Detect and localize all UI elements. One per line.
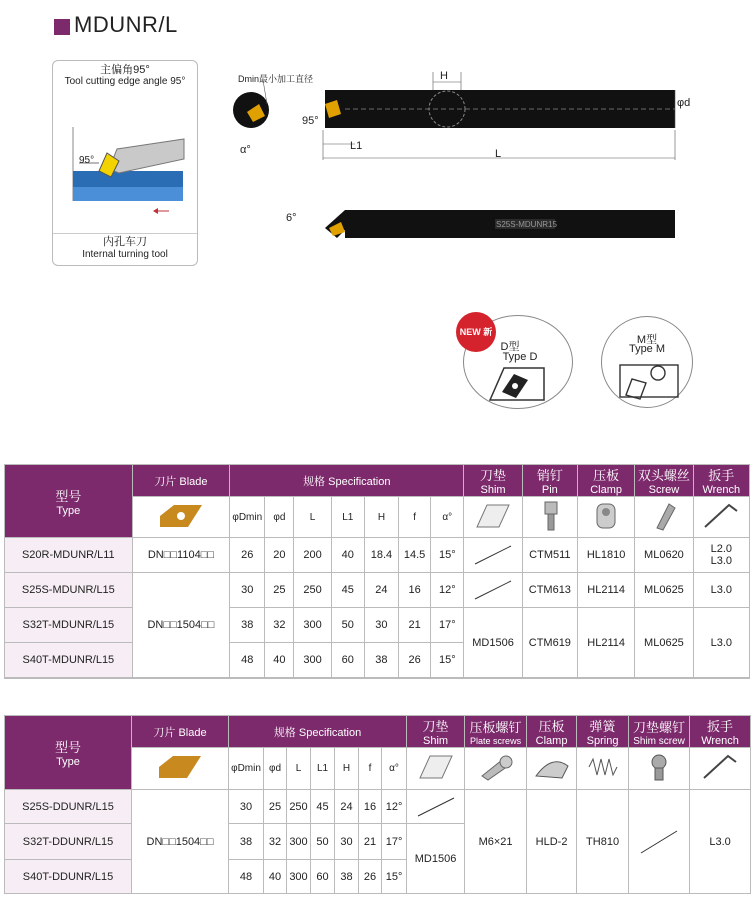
val-h: 24	[364, 573, 398, 608]
th-spec: 规格 Specification	[229, 716, 407, 748]
th-wrench: 扳手 Wrench	[690, 716, 751, 748]
val-shim: MD1506	[407, 824, 465, 894]
plate-screw-icon	[476, 752, 516, 782]
th-plate-screw: 压板螺钉 Plate screws	[465, 716, 527, 748]
val-l1: 45	[331, 573, 364, 608]
val-plate-screw: M6×21	[465, 790, 527, 894]
sub-l1: L1	[331, 497, 364, 538]
val-l1: 40	[331, 538, 364, 573]
val-alpha: 15°	[382, 860, 407, 894]
val-f: 21	[359, 824, 382, 860]
val-spring: TH810	[577, 790, 629, 894]
blade-code: DN□□1104□□	[132, 538, 230, 573]
val-alpha: 12°	[431, 573, 464, 608]
table-row-type: S25S-DDUNR/L15	[5, 790, 132, 824]
val-d: 32	[264, 824, 287, 860]
val-wrench: L3.0	[693, 608, 749, 678]
val-pin: CTM619	[522, 608, 577, 678]
th-type: 型号 Type	[5, 465, 133, 538]
val-screw: ML0625	[635, 608, 693, 678]
val-pin: CTM511	[522, 538, 577, 573]
val-wrench: L3.0	[693, 573, 749, 608]
val-h: 38	[364, 643, 398, 678]
val-screw: ML0620	[635, 538, 693, 573]
sub-d: φd	[265, 497, 294, 538]
val-wrench: L3.0	[690, 790, 751, 894]
sub-alpha: α°	[431, 497, 464, 538]
val-alpha: 17°	[431, 608, 464, 643]
val-h: 38	[335, 860, 359, 894]
spring-image	[577, 748, 629, 790]
val-l1: 60	[311, 860, 335, 894]
l1-label: L1	[350, 140, 363, 152]
val-l: 300	[287, 824, 311, 860]
val-clamp: HL1810	[577, 538, 634, 573]
val-alpha: 12°	[382, 790, 407, 824]
pin-image	[522, 497, 577, 538]
val-d: 25	[264, 790, 287, 824]
alpha-label: α°	[240, 144, 251, 156]
val-d: 40	[264, 860, 287, 894]
wrench-icon	[701, 501, 741, 531]
new-badge: NEW 新	[456, 312, 496, 352]
blade-image	[132, 748, 229, 790]
val-d: 20	[265, 538, 294, 573]
val-h: 18.4	[364, 538, 398, 573]
val-f: 16	[399, 573, 431, 608]
val-f: 26	[399, 643, 431, 678]
shim-icon	[416, 752, 456, 782]
val-pin: CTM613	[522, 573, 577, 608]
shim-none	[464, 538, 522, 573]
shim-image	[407, 748, 465, 790]
val-wrench: L2.0 L3.0	[693, 538, 749, 573]
shim-screw-none	[629, 790, 690, 894]
sub-l: L	[287, 748, 311, 790]
val-alpha: 15°	[431, 538, 464, 573]
th-screw: 双头螺丝 Screw	[635, 465, 693, 497]
h-label: H	[440, 70, 448, 82]
table-row-type: S40T-MDUNR/L15	[5, 643, 133, 678]
sub-d: φd	[264, 748, 287, 790]
val-l: 300	[287, 860, 311, 894]
val-l: 300	[294, 643, 331, 678]
sub-h: H	[335, 748, 359, 790]
angle-95-label: 95°	[302, 115, 319, 127]
blade-code: DN□□1504□□	[132, 573, 230, 678]
table-row-type: S20R-MDUNR/L11	[5, 538, 133, 573]
th-spring: 弹簧 Spring	[577, 716, 629, 748]
th-clamp: 压板 Clamp	[577, 465, 634, 497]
val-l1: 50	[311, 824, 335, 860]
type-d-cn: D型	[500, 341, 520, 353]
val-l1: 45	[311, 790, 335, 824]
screw-icon	[649, 500, 679, 532]
val-l: 250	[294, 573, 331, 608]
page-title: MDUNR/L	[74, 12, 178, 37]
blade-image	[132, 497, 230, 538]
val-clamp: HL2114	[577, 573, 634, 608]
val-clamp: HLD-2	[527, 790, 577, 894]
sub-l1: L1	[311, 748, 335, 790]
val-f: 26	[359, 860, 382, 894]
table-row-type: S40T-DDUNR/L15	[5, 860, 132, 894]
angle-en-footer: Internal turning tool	[82, 249, 168, 260]
val-h: 30	[335, 824, 359, 860]
pin-icon	[535, 500, 565, 532]
val-dmin: 48	[229, 860, 264, 894]
table-mdunr	[4, 464, 750, 678]
clamp-icon	[532, 752, 572, 782]
val-alpha: 17°	[382, 824, 407, 860]
val-h: 24	[335, 790, 359, 824]
type-d-icon	[482, 362, 554, 404]
insert-icon	[156, 503, 206, 529]
boring-diagram	[59, 91, 191, 241]
val-dmin: 38	[229, 824, 264, 860]
th-blade: 刀片 Blade	[132, 716, 229, 748]
val-f: 16	[359, 790, 382, 824]
val-dmin: 30	[230, 573, 265, 608]
shim-none	[407, 790, 465, 824]
type-m-icon	[614, 357, 684, 403]
wrench-image	[690, 748, 751, 790]
phid-label: φd	[677, 97, 691, 109]
table-row-type: S25S-MDUNR/L15	[5, 573, 133, 608]
th-blade: 刀片 Blade	[132, 465, 230, 497]
val-f: 14.5	[399, 538, 431, 573]
plate-screw-image	[465, 748, 527, 790]
sub-dmin: φDmin	[229, 748, 264, 790]
tool-engraving: S25S-MDUNR15	[496, 220, 557, 229]
type-m-cn: M型	[636, 334, 658, 346]
tool-drawing	[225, 60, 695, 260]
val-l: 300	[294, 608, 331, 643]
shim-none	[464, 573, 522, 608]
val-dmin: 30	[229, 790, 264, 824]
val-screw: ML0625	[635, 573, 693, 608]
angle-cn-title: 主偏角95°	[100, 64, 150, 76]
shim-screw-icon	[639, 752, 679, 782]
wrench-image	[693, 497, 749, 538]
th-clamp: 压板 Clamp	[527, 716, 577, 748]
th-shim-screw: 刀垫螺钉 Shim screw	[629, 716, 690, 748]
th-spec: 规格 Specification	[230, 465, 464, 497]
val-h: 30	[364, 608, 398, 643]
l-label: L	[495, 148, 502, 160]
spring-icon	[583, 752, 623, 782]
th-shim: 刀垫 Shim	[464, 465, 522, 497]
dmin-label: Dmin最小加工直径	[238, 74, 314, 84]
clamp-image	[527, 748, 577, 790]
wrench-icon	[700, 752, 740, 782]
angle-panel	[52, 60, 198, 266]
val-l: 200	[294, 538, 331, 573]
val-d: 40	[265, 643, 294, 678]
sub-f: f	[359, 748, 382, 790]
val-d: 32	[265, 608, 294, 643]
val-clamp: HL2114	[577, 608, 634, 678]
th-shim: 刀垫 Shim	[407, 716, 465, 748]
type-m-badge	[601, 316, 693, 408]
type-d-en: Type D	[502, 351, 538, 363]
type-m-en: Type M	[628, 343, 666, 355]
sub-l: L	[294, 497, 331, 538]
sub-dmin: φDmin	[230, 497, 265, 538]
val-l: 250	[287, 790, 311, 824]
th-pin: 销钉 Pin	[522, 465, 577, 497]
screw-image	[635, 497, 693, 538]
shim-screw-image	[629, 748, 690, 790]
table-row-type: S32T-DDUNR/L15	[5, 824, 132, 860]
title-marker	[54, 19, 70, 35]
val-alpha: 15°	[431, 643, 464, 678]
th-wrench: 扳手 Wrench	[693, 465, 749, 497]
clamp-image	[577, 497, 634, 538]
table-row-type: S32T-MDUNR/L15	[5, 608, 133, 643]
val-shim: MD1506	[464, 608, 522, 678]
angle-en-title: Tool cutting edge angle 95°	[64, 76, 186, 87]
shim-icon	[473, 501, 513, 531]
angle-label: 95°	[79, 155, 95, 166]
shim-image	[464, 497, 522, 538]
val-dmin: 48	[230, 643, 265, 678]
val-dmin: 38	[230, 608, 265, 643]
table-ddunr	[4, 715, 751, 894]
val-f: 21	[399, 608, 431, 643]
sub-f: f	[399, 497, 431, 538]
th-type: 型号 Type	[5, 716, 132, 790]
blade-code: DN□□1504□□	[132, 790, 229, 894]
angle-6-label: 6°	[286, 212, 297, 224]
val-d: 25	[265, 573, 294, 608]
val-l1: 50	[331, 608, 364, 643]
sub-h: H	[364, 497, 398, 538]
clamp-icon	[591, 500, 621, 532]
insert-icon	[155, 754, 205, 780]
angle-cn-footer: 内孔车刀	[103, 236, 147, 248]
val-l1: 60	[331, 643, 364, 678]
sub-alpha: α°	[382, 748, 407, 790]
val-dmin: 26	[230, 538, 265, 573]
